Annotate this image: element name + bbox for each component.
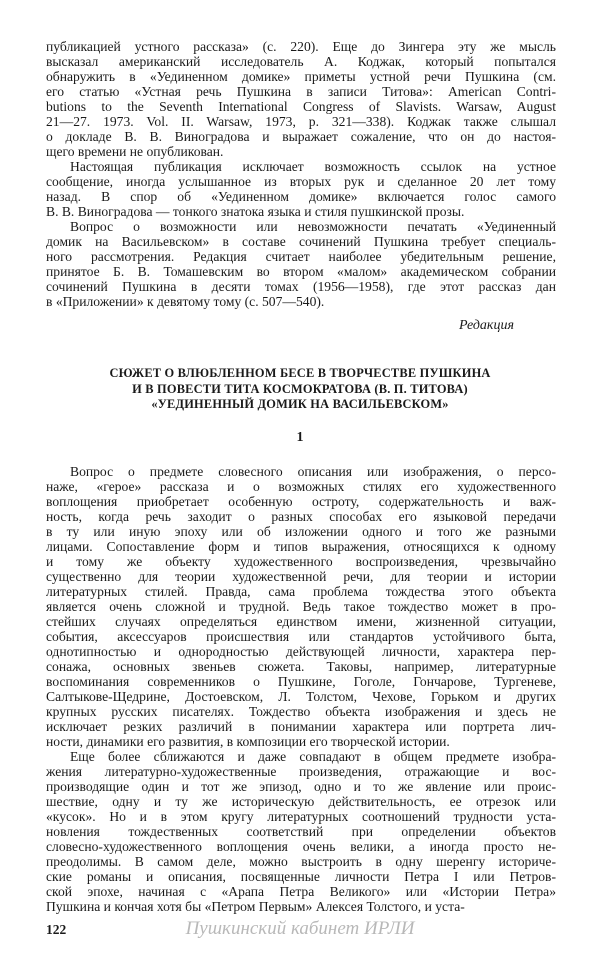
text-line: публикацией устного рассказа» (с. 220). Еще до Зингера эту же мысль: [46, 39, 556, 54]
text-line: высказал американский исследователь А. Коджак, который попытался: [46, 54, 556, 69]
text-line: новления тождественных соответствий при определении объектов: [46, 823, 556, 839]
article-title-line: СЮЖЕТ О ВЛЮБЛЕННОМ БЕСЕ В ТВОРЧЕСТВЕ ПУШКИНА: [109, 366, 491, 380]
text-line: шествие, одну и ту же историческую действительность, ее отрезок или: [46, 793, 556, 809]
paragraph: [46, 159, 556, 219]
text-line: ности, динамики его развития, в композиции его творческой истории.: [46, 733, 450, 749]
text-line: щего времени не опубликован.: [46, 144, 224, 159]
text-line: домик на Васильевском» в составе сочинений Пушкина требует специаль-: [46, 234, 556, 249]
text-line: butions to the Seventh International Congress of Slavists. Warsaw, August: [46, 99, 556, 114]
text-line: в ту или иную эпоху или об изложении одного и того же разными: [46, 523, 556, 539]
watermark: Пушкинский кабинет ИРЛИ: [185, 918, 415, 939]
text-line: воспоминания современников о Пушкине, Гоголе, Гончарове, Тургеневе,: [46, 673, 556, 689]
text-line: ской эпохе, начиная с «Арапа Петра Великого» или «Истории Петра»: [46, 883, 556, 899]
text-line: ские романы и описания, посвященные личности Петра I или Петров-: [46, 868, 556, 884]
text-line: Еще более сближаются и даже совпадают в общем предмете изобра-: [70, 748, 556, 764]
text-line: назад. В спор об «Уединенном домике» включается голос самого: [46, 189, 556, 204]
signature: Редакция: [458, 318, 514, 333]
page-number: 122: [46, 922, 67, 937]
text-line: Вопрос о возможности или невозможности печатать «Уединенный: [70, 219, 556, 234]
text-line: однотипностью и однородностью действующей личности, характера пер-: [46, 643, 556, 659]
article-title-line: И В ПОВЕСТИ ТИТА КОСМОКРАТОВА (В. П. ТИТОВА): [132, 381, 468, 396]
text-line: и тому же объекту художественного воспроизведения, чрезвычайно: [46, 553, 556, 569]
top-text-block: [46, 39, 556, 309]
text-line: преодолимы. В самом деле, можно выстроить в одну шеренгу историче-: [46, 853, 556, 869]
text-line: жения литературно-художественные произведения, отражающие и вос-: [46, 763, 556, 779]
text-line: сонажа, основных звеньев сюжета. Таковы, например, литературные: [46, 658, 556, 674]
paragraph: [46, 39, 556, 159]
text-line: производящие один и тот же эпизод, одно и то же явление или проис-: [46, 778, 556, 794]
text-line: события, аксессуаров происшествия или стандартов устойчивого быта,: [46, 628, 556, 644]
text-line: Вопрос о предмете словесного описания или изображения, о персо-: [70, 463, 556, 479]
paragraph: [46, 219, 556, 309]
text-line: крупных русских писателях. Тождество объекта изображения и здесь не: [46, 703, 556, 719]
text-line: существенно для теории художественной речи, для теории и истории: [46, 568, 556, 584]
text-line: литературных стилей. Правда, сама проблема тождества этого объекта: [46, 583, 556, 599]
paragraph: [46, 464, 556, 749]
text-line: Пушкина и кончая хотя бы «Петром Первым» Алексея Толстого, и уста-: [46, 898, 465, 914]
section-number: 1: [296, 430, 304, 445]
article-title: [0, 366, 600, 413]
paragraph: [46, 749, 556, 914]
text-line: ность, когда речь заходит о разных способах его языковой передачи: [46, 508, 556, 524]
text-line: исключает резких различий в понимании характера или портрета лич-: [46, 718, 556, 734]
text-line: наже, «герое» рассказа и о возможных стилях его художественного: [46, 478, 556, 494]
text-line: сообщение, иногда услышанное из вторых рук и сделанное 20 лет тому: [46, 174, 556, 189]
text-line: воплощения приобретает особенную остроту, содержательность и важ-: [46, 493, 556, 509]
text-line: принятое Б. В. Томашевским во втором «малом» академическом собрании: [46, 264, 556, 279]
text-line: обнаружить в «Уединенном домике» приметы устной речи Пушкина (см.: [46, 69, 556, 84]
text-line: о докладе В. В. Виноградова и выражает сожаление, что он до настоя-: [46, 129, 556, 144]
text-line: Салтыкове-Щедрине, Достоевском, Л. Толстом, Чехове, Горьком и других: [46, 688, 556, 704]
text-line: является очень сложной и трудной. Ведь такое тождество может в про-: [46, 598, 556, 614]
text-line: стейших случаях определяться единством имени, жизненной ситуации,: [46, 613, 556, 629]
text-line: в «Приложении» к девятому тому (с. 507—540).: [46, 294, 325, 309]
text-line: «кусок». Но и в этом кругу литературных соотношений трудности уста-: [46, 808, 556, 824]
body-text-block: [46, 464, 556, 914]
text-line: 21—27. 1973. Vol. II. Warsaw, 1973, p. 321—338). Коджак также слышал: [46, 114, 556, 129]
text-line: В. В. Виноградова — тонкого знатока языка и стиля пушкинской прозы.: [46, 204, 465, 219]
text-line: сочинений Пушкина в десяти томах (1956—1958), где этот рассказ дан: [46, 279, 556, 294]
text-line: Настоящая публикация исключает возможность ссылок на устное: [70, 159, 556, 174]
article-title-line: «УЕДИНЕННЫЙ ДОМИК НА ВАСИЛЬЕВСКОМ»: [151, 397, 449, 411]
text-line: лицами. Сопоставление форм и типов выражения, относящихся к одному: [46, 538, 556, 554]
text-line: ного рассмотрения. Редакция считает наиболее убедительным решение,: [46, 249, 556, 264]
text-line: его статью «Устная речь Пушкина в записи Титова»: American Contri-: [46, 84, 556, 99]
text-line: словесно-художественного воплощения очень велики, а иногда просто не-: [46, 838, 556, 854]
